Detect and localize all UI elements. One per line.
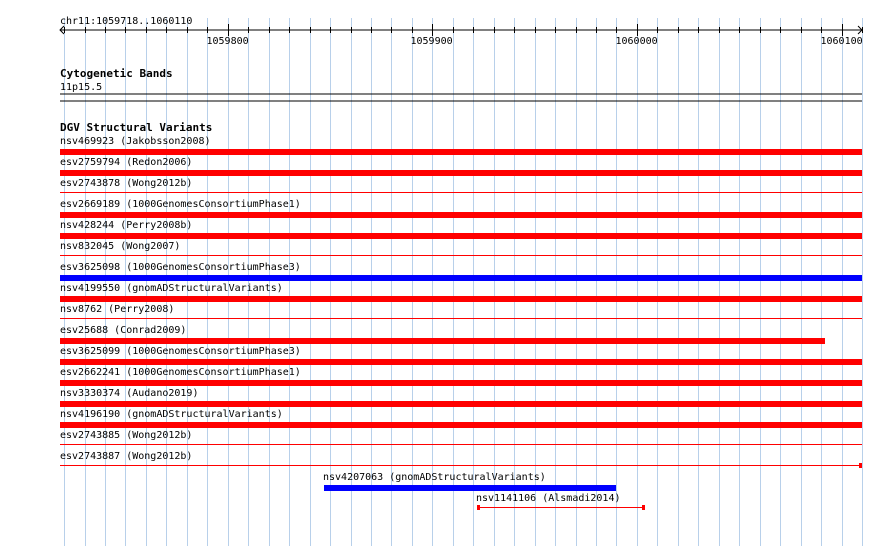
dgv-feature-label: nsv1141106 (Alsmadi2014) (476, 493, 621, 504)
dgv-feature-end-cap (642, 505, 645, 510)
cytogenetic-bands-track[interactable] (60, 67, 862, 101)
dgv-feature[interactable] (60, 157, 862, 176)
ruler-tick-label: 1060100 (820, 36, 863, 47)
dgv-feature[interactable] (60, 220, 862, 239)
dgv-feature-bar[interactable] (477, 507, 645, 508)
dgv-feature-bar[interactable] (60, 444, 862, 445)
dgv-feature[interactable] (476, 493, 645, 510)
dgv-feature-label: nsv4207063 (gnomADStructuralVariants) (323, 472, 546, 483)
dgv-feature[interactable] (323, 472, 616, 491)
dgv-feature-bar[interactable] (60, 275, 862, 281)
dgv-feature-bar[interactable] (60, 170, 862, 176)
dgv-feature[interactable] (60, 430, 862, 445)
dgv-feature[interactable] (60, 451, 862, 468)
dgv-feature-bar[interactable] (60, 422, 862, 428)
dgv-feature-bar[interactable] (60, 359, 862, 365)
dgv-feature[interactable] (60, 409, 862, 428)
dgv-features (60, 136, 862, 510)
ruler-tick-label: 1059900 (410, 36, 453, 47)
dgv-feature-label: nsv469923 (Jakobsson2008) (60, 136, 211, 147)
dgv-structural-variants-track[interactable] (60, 121, 862, 510)
dgv-feature-bar[interactable] (60, 212, 862, 218)
dgv-feature-label: esv2743885 (Wong2012b) (60, 430, 193, 441)
dgv-feature[interactable] (60, 304, 862, 319)
position-ruler[interactable] (60, 16, 863, 47)
dgv-feature-end-cap (859, 463, 862, 468)
dgv-feature-label: nsv4196190 (gnomADStructuralVariants) (60, 409, 283, 420)
dgv-feature[interactable] (60, 346, 862, 365)
dgv-feature-label: esv2743878 (Wong2012b) (60, 178, 193, 189)
dgv-feature-label: esv2662241 (1000GenomesConsortiumPhase1) (60, 367, 301, 378)
ruler-ticks (60, 24, 863, 47)
dgv-feature-bar[interactable] (324, 485, 616, 491)
dgv-feature-bar[interactable] (60, 318, 862, 319)
dgv-feature-bar[interactable] (60, 338, 825, 344)
ruler-tick-label: 1059800 (206, 36, 249, 47)
region-label: chr11:1059718..1060110 (60, 16, 193, 27)
dgv-track-title: DGV Structural Variants (60, 121, 213, 134)
dgv-feature-label: esv25688 (Conrad2009) (60, 325, 187, 336)
cytoband-name: 11p15.5 (60, 82, 103, 93)
dgv-feature-label: nsv832045 (Wong2007) (60, 241, 181, 252)
dgv-feature-label: nsv428244 (Perry2008b) (60, 220, 193, 231)
dgv-feature-bar[interactable] (60, 149, 862, 155)
cytoband-track-title: Cytogenetic Bands (60, 67, 173, 80)
dgv-feature[interactable] (60, 325, 825, 344)
dgv-feature-bar[interactable] (60, 465, 862, 466)
dgv-feature-label: esv2759794 (Redon2006) (60, 157, 193, 168)
dgv-feature[interactable] (60, 367, 862, 386)
dgv-feature-label: esv3625099 (1000GenomesConsortiumPhase3) (60, 346, 301, 357)
dgv-feature-label: esv3625098 (1000GenomesConsortiumPhase3) (60, 262, 301, 273)
dgv-feature-bar[interactable] (60, 233, 862, 239)
dgv-feature-bar[interactable] (60, 296, 862, 302)
dgv-feature[interactable] (60, 262, 862, 281)
dgv-feature-label: esv2743887 (Wong2012b) (60, 451, 193, 462)
ruler-tick-label: 1060000 (615, 36, 658, 47)
dgv-feature-bar[interactable] (60, 380, 862, 386)
dgv-feature-bar[interactable] (60, 255, 862, 256)
dgv-feature-bar[interactable] (60, 192, 862, 193)
dgv-feature[interactable] (60, 178, 862, 193)
dgv-feature-bar[interactable] (60, 401, 862, 407)
dgv-feature[interactable] (60, 241, 862, 256)
dgv-feature-label: nsv3330374 (Audano2019) (60, 388, 199, 399)
dgv-feature-start-cap (477, 505, 480, 510)
dgv-feature[interactable] (60, 283, 862, 302)
dgv-feature-label: nsv8762 (Perry2008) (60, 304, 175, 315)
dgv-feature-label: nsv4199550 (gnomADStructuralVariants) (60, 283, 283, 294)
dgv-feature[interactable] (60, 388, 862, 407)
dgv-feature[interactable] (60, 136, 862, 155)
grid-lines (65, 18, 863, 546)
dgv-feature[interactable] (60, 199, 862, 218)
dgv-feature-label: esv2669189 (1000GenomesConsortiumPhase1) (60, 199, 301, 210)
